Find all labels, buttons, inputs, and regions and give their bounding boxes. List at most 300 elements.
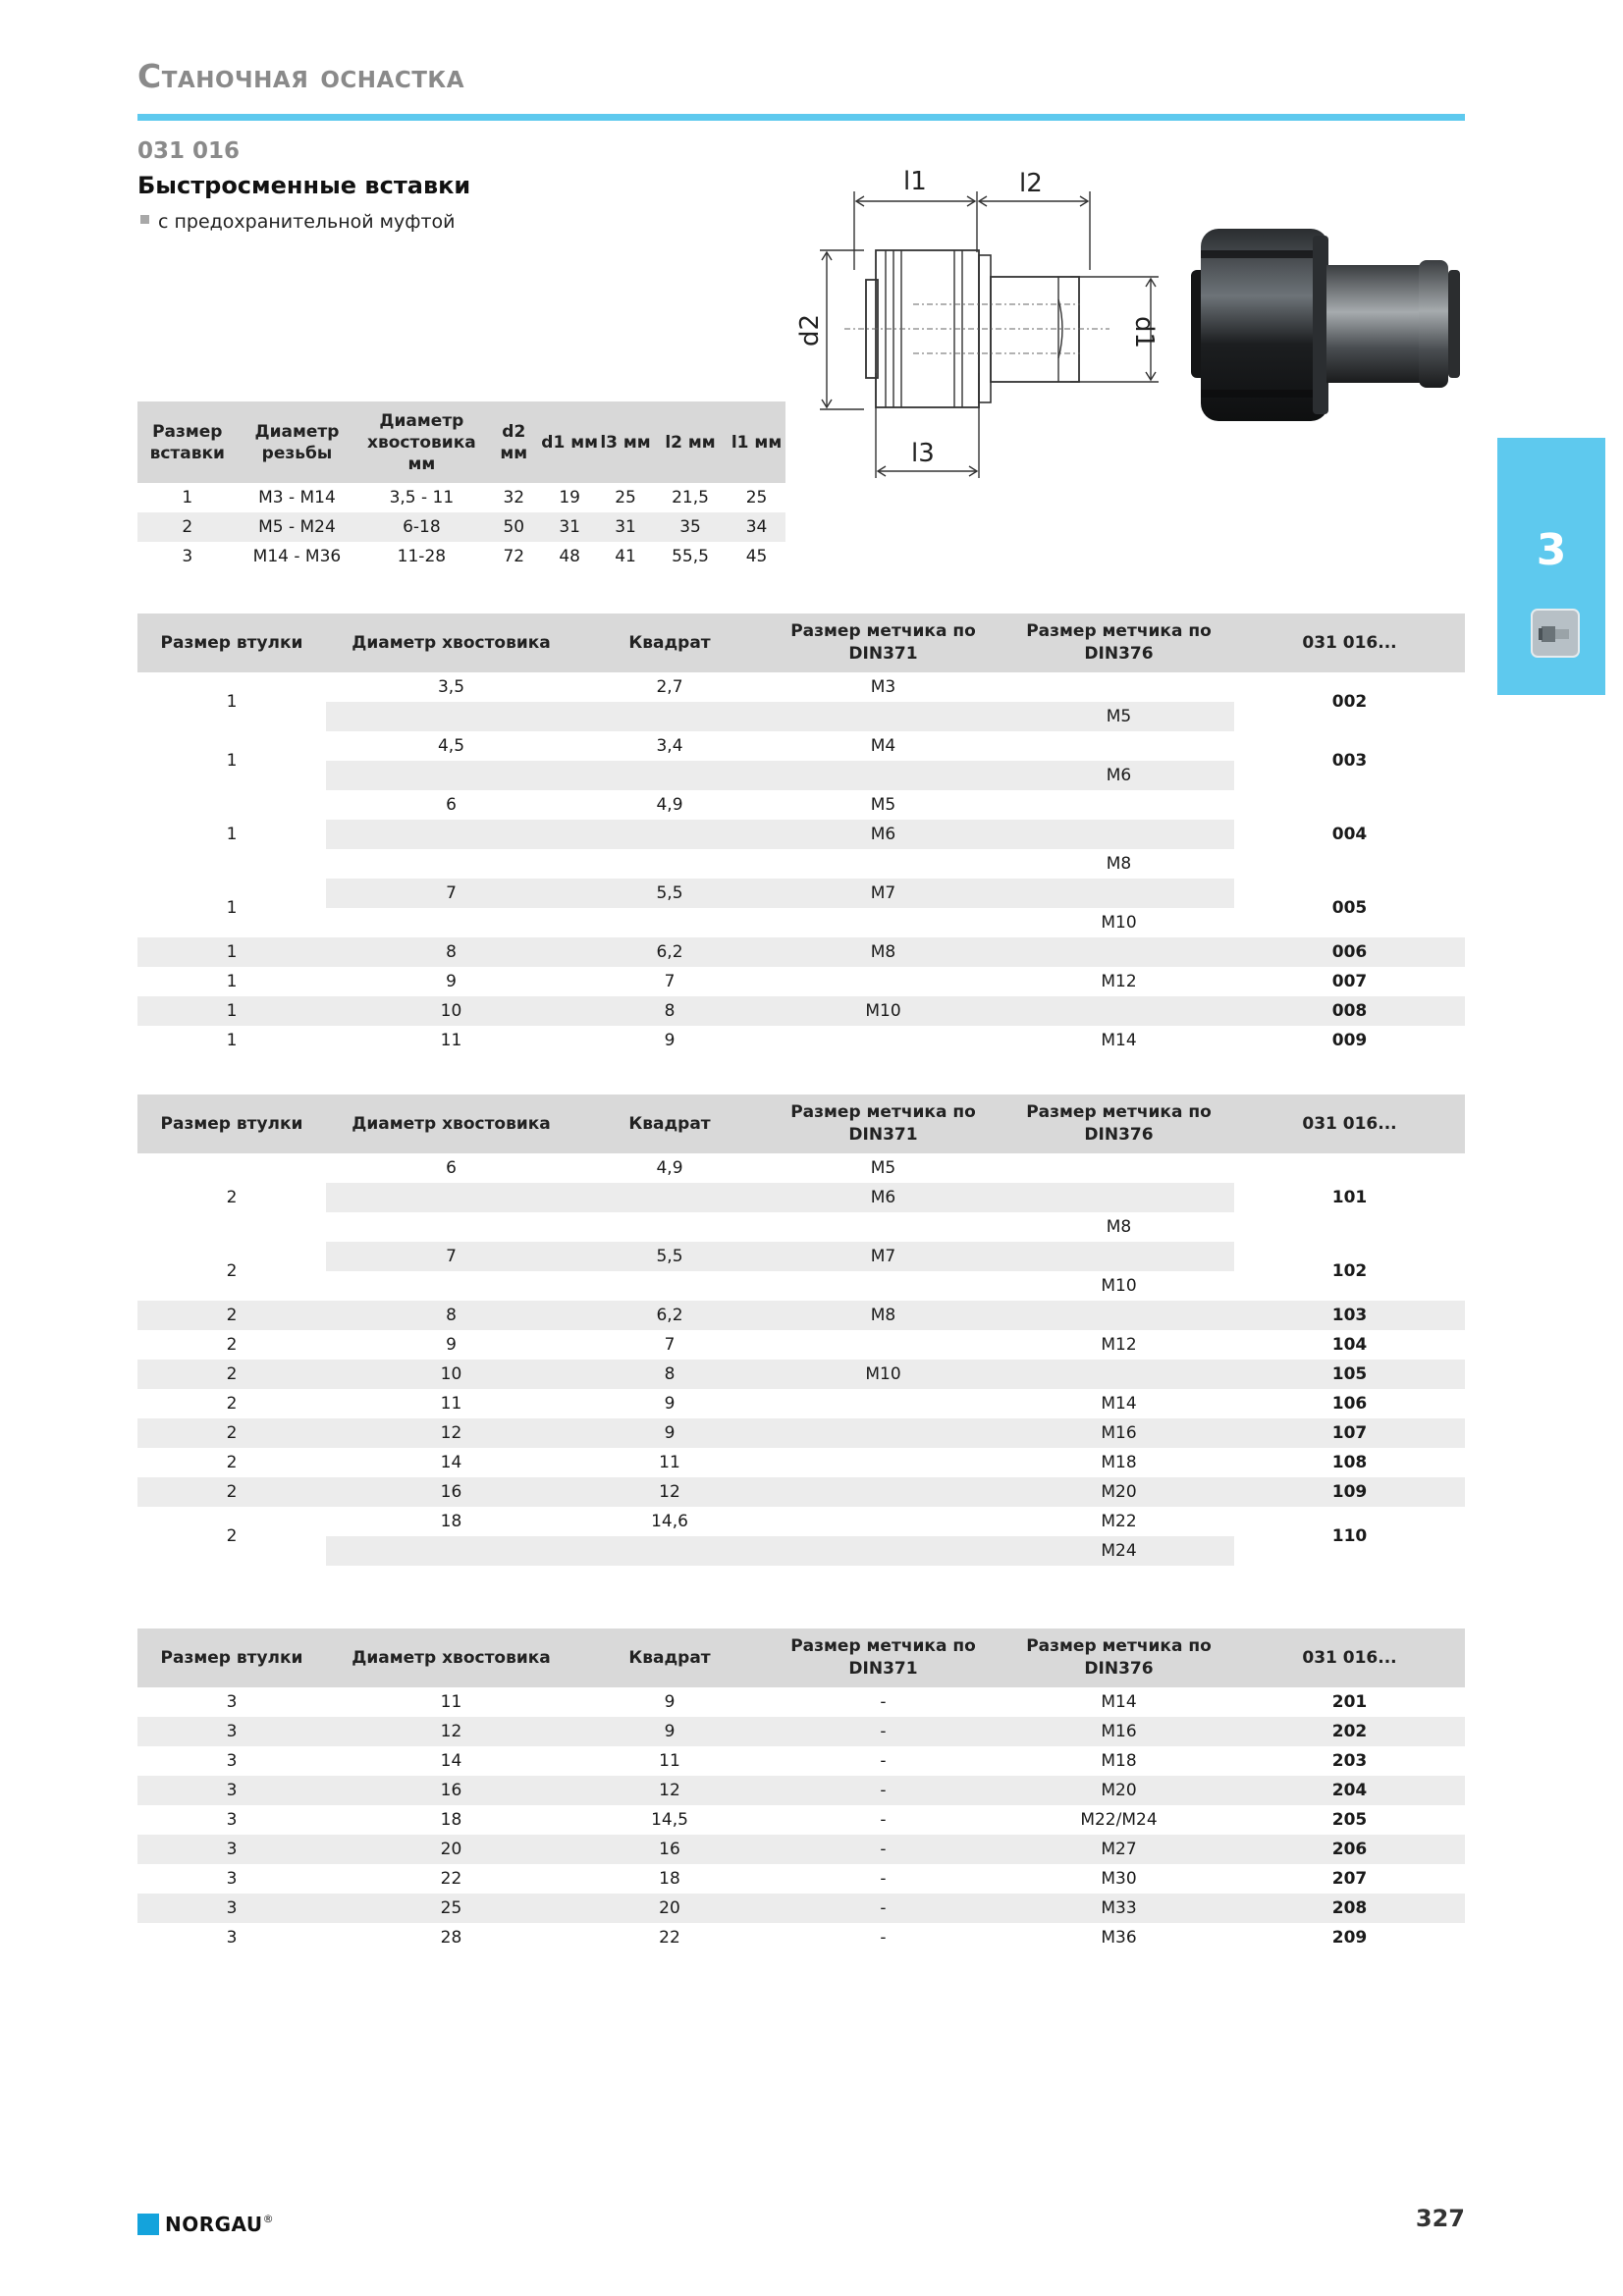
bush-table-cell: 12 [576, 1776, 763, 1805]
article-code: 031 016 [137, 138, 241, 164]
bush-table-cell: 11 [659, 1453, 680, 1472]
bush-size-cell: 1 [226, 972, 238, 991]
bush-table-cell: 22 [440, 1869, 462, 1889]
order-code-cell: 208 [1234, 1894, 1465, 1923]
size-table-row [137, 483, 785, 512]
bush-table-row [137, 1746, 1465, 1776]
order-code-cell: 002 [1331, 692, 1368, 712]
feature-item [140, 211, 456, 233]
bush-table-cell [576, 761, 763, 790]
bush-table-cell [1003, 1183, 1234, 1212]
page-number: 327 [1415, 2205, 1465, 2232]
size-table-cell: 6-18 [356, 512, 486, 542]
bush-table-cell: 8 [576, 996, 763, 1026]
bush-table-cell: M8 [1106, 1217, 1132, 1237]
bush-table-cell: M14 [1101, 1394, 1137, 1414]
bush-table-cell: M36 [1101, 1928, 1137, 1948]
bush-table-row [137, 1418, 1465, 1448]
bush-table-cell [326, 702, 576, 731]
bush-table-cell [576, 849, 763, 879]
bush-size-cell: 1 [226, 1031, 238, 1050]
bush-table-row [137, 1026, 1465, 1055]
bush-table-row [137, 1805, 1465, 1835]
bush-size-cell: 3 [137, 1776, 326, 1805]
bush-table-cell: - [763, 1894, 1003, 1923]
bush-table-cell: M18 [1101, 1751, 1137, 1771]
bush-table-cell: 16 [326, 1776, 576, 1805]
size-table-cell: 45 [745, 547, 768, 566]
bush-table-row [137, 1717, 1465, 1746]
bush-table-cell: 7 [664, 972, 676, 991]
bush-table-cell [326, 849, 576, 879]
size-table-row [137, 542, 785, 571]
bush-table-cell: 9 [664, 1692, 676, 1712]
bush-table-header-cell: Размер метчика по DIN376 [1003, 614, 1234, 672]
order-code-cell: 209 [1331, 1928, 1368, 1948]
bush-table-cell: M6 [763, 820, 1003, 849]
bush-table-cell: 6 [446, 795, 457, 815]
chapter-number: 3 [1536, 525, 1567, 575]
bush-table-cell: 25 [326, 1894, 576, 1923]
bush-table-cell [1003, 672, 1234, 702]
bush-table-cell: M7 [763, 879, 1003, 908]
bush-table-cell: 12 [326, 1418, 576, 1448]
size-table [137, 401, 785, 571]
bush-table-cell [1003, 937, 1234, 967]
bush-table-cell [576, 1183, 763, 1212]
size-table-header-cell: Размер вставки [137, 401, 238, 483]
bush-size-cell: 1 [226, 898, 238, 918]
bush-table-cell [763, 702, 1003, 731]
order-code-cell: 008 [1234, 996, 1465, 1026]
bush-table-cell: 14 [440, 1751, 462, 1771]
bush-table-cell [326, 908, 576, 937]
bush-table-cell [326, 1536, 576, 1566]
bush-table-cell: M5 [870, 1158, 896, 1178]
bush-size-cell: 1 [137, 996, 326, 1026]
bush-table-row [137, 1864, 1465, 1894]
bush-table-cell [763, 1418, 1003, 1448]
bush-table-header-cell: Размер метчика по DIN376 [1003, 1629, 1234, 1687]
bush-table-cell: M12 [1101, 972, 1137, 991]
size-table-header-cell: l1 мм [728, 401, 785, 483]
bush-size-cell: 3 [137, 1835, 326, 1864]
bush-table-cell: M20 [1003, 1776, 1234, 1805]
bush-table-row [137, 1301, 1465, 1330]
bush-table-cell: 9 [664, 1031, 676, 1050]
bush-table-cell: - [880, 1751, 887, 1771]
bush-size-cell: 3 [226, 1692, 238, 1712]
bush-table-cell: 9 [576, 1717, 763, 1746]
order-code-cell: 109 [1234, 1477, 1465, 1507]
bush-table-header-cell: Диаметр хвостовика [326, 1095, 576, 1153]
bush-size-cell: 3 [226, 1810, 238, 1830]
bush-table-cell [326, 820, 576, 849]
dim-l1-label: l1 [903, 167, 927, 196]
bush-table-header-cell: Квадрат [576, 1095, 763, 1153]
order-code-cell: 005 [1331, 898, 1368, 918]
bush-table-cell [763, 1536, 1003, 1566]
bush-table-cell: M8 [1106, 854, 1132, 874]
bush-size-cell: 1 [137, 937, 326, 967]
title-rule [137, 114, 1465, 121]
order-code-cell: 207 [1331, 1869, 1368, 1889]
bush-table-row [137, 1923, 1465, 1952]
bush-size-cell: 3 [226, 1928, 238, 1948]
bush-table-header-cell: Размер метчика по DIN371 [763, 1629, 1003, 1687]
size-table-cell: 3,5 - 11 [389, 488, 455, 507]
bush-table-cell [763, 1271, 1003, 1301]
bush-table-row [137, 1448, 1465, 1477]
size-table-cell: 48 [559, 547, 580, 566]
size-table-header-cell: Диаметр резьбы [238, 401, 357, 483]
size-table-cell: 34 [728, 512, 785, 542]
bush-table-cell: 7 [326, 879, 576, 908]
bush-table-cell: 11 [440, 1031, 462, 1050]
bush-table-cell: M8 [763, 937, 1003, 967]
bush-table-cell: 4,9 [656, 1158, 683, 1178]
bush-table-cell: 8 [326, 937, 576, 967]
bush-table-cell: 9 [664, 1394, 676, 1414]
bush-table-cell: 20 [576, 1894, 763, 1923]
bush-table-cell [576, 702, 763, 731]
bush-table-cell: 16 [576, 1835, 763, 1864]
bush-table-cell: M22/M24 [1080, 1810, 1158, 1830]
bush-table-cell: 6 [446, 1158, 457, 1178]
bush-table-cell: 10 [326, 996, 576, 1026]
bush-size-cell: 2 [226, 1526, 238, 1546]
bush-table-cell: - [763, 1776, 1003, 1805]
logo-square-icon [137, 2214, 159, 2235]
bush-table-cell: 8 [326, 1301, 576, 1330]
size-table-cell: 41 [615, 547, 636, 566]
bush-table-header-cell: Диаметр хвостовика [326, 1629, 576, 1687]
bush-table-header-cell: 031 016... [1234, 1629, 1465, 1687]
bush-table-cell: - [880, 1810, 887, 1830]
bush-table-cell: 4,5 [437, 736, 465, 756]
bush-table-cell: 5,5 [576, 879, 763, 908]
bush-table-cell: 10 [326, 1360, 576, 1389]
size-table-cell: 3 [182, 547, 193, 566]
bush-size-cell: 1 [226, 751, 238, 771]
order-code-cell: 107 [1234, 1418, 1465, 1448]
bush-table-row [137, 1835, 1465, 1864]
bush-table-cell: 22 [659, 1928, 680, 1948]
order-code-cell: 103 [1234, 1301, 1465, 1330]
bush-table-cell: M10 [1101, 1276, 1137, 1296]
bush-table-cell: 14 [440, 1453, 462, 1472]
bush-table-cell: 7 [326, 1242, 576, 1271]
bush-table-cell: 18 [440, 1512, 462, 1531]
bush-table-header-cell: Размер втулки [137, 1629, 326, 1687]
bush-table-cell [1003, 820, 1234, 849]
bush-table-cell: 6,2 [576, 937, 763, 967]
bush-size-cell: 2 [137, 1477, 326, 1507]
bush-table-cell [326, 1183, 576, 1212]
order-code-cell: 201 [1331, 1692, 1368, 1712]
size-table-cell: M3 - M14 [258, 488, 336, 507]
bush-size-cell: 1 [226, 825, 238, 844]
bush-table-cell: 3,5 [437, 677, 465, 697]
bush-table-cell: 5,5 [576, 1242, 763, 1271]
size-table-row [137, 512, 785, 542]
size-table-cell: 25 [615, 488, 636, 507]
bush-table-row [137, 731, 1465, 761]
bush-table-cell: 20 [326, 1835, 576, 1864]
bush-table-cell: 28 [440, 1928, 462, 1948]
bush-table-cell: - [880, 1869, 887, 1889]
bush-table-cell [576, 908, 763, 937]
bush-table-cell [576, 820, 763, 849]
bush-table-cell: M14 [1101, 1031, 1137, 1050]
order-code-cell: 004 [1331, 825, 1368, 844]
bush-size-cell: 2 [226, 1261, 238, 1281]
size-table-cell: 11-28 [397, 547, 447, 566]
bush-table-cell [1003, 879, 1234, 908]
size-table-header-cell: l2 мм [653, 401, 728, 483]
bush-size-cell: 2 [226, 1335, 238, 1355]
bush-table-cell: M8 [763, 1301, 1003, 1330]
bush-table-cell: M16 [1003, 1717, 1234, 1746]
bush-table-cell [326, 1212, 576, 1242]
size-table-cell: 25 [745, 488, 768, 507]
bush-table-cell [576, 1212, 763, 1242]
bush-table-cell [763, 761, 1003, 790]
bush-table-cell: M24 [1003, 1536, 1234, 1566]
bush-table-row [137, 1507, 1465, 1536]
bush-table-cell: 11 [440, 1692, 462, 1712]
bush-table-cell: M4 [870, 736, 896, 756]
size-table-header-cell: d2 мм [486, 401, 541, 483]
size-table-cell: 31 [541, 512, 598, 542]
bush-table-row [137, 1153, 1465, 1183]
size-table-cell: 55,5 [672, 547, 709, 566]
size-table-cell: 19 [559, 488, 580, 507]
size-table-cell: 32 [503, 488, 525, 507]
bush-table-row [137, 1330, 1465, 1360]
order-code-cell: 102 [1331, 1261, 1368, 1281]
bush-table-cell: 16 [326, 1477, 576, 1507]
bush-table-row [137, 1894, 1465, 1923]
bush-size-cell: 2 [226, 1394, 238, 1414]
bush-table-cell: 9 [576, 1418, 763, 1448]
bush-table-cell: M12 [1101, 1335, 1137, 1355]
size-table-header-cell: d1 мм [541, 401, 598, 483]
order-code-cell: 006 [1234, 937, 1465, 967]
bush-table-header-cell: Диаметр хвостовика [326, 614, 576, 672]
logo-text: NORGAU [165, 2213, 263, 2236]
order-code-cell: 105 [1234, 1360, 1465, 1389]
order-code-cell: 101 [1331, 1188, 1368, 1207]
bush-table-cell: - [763, 1717, 1003, 1746]
size-table-cell: 72 [503, 547, 525, 566]
bush-table-cell [763, 1330, 1003, 1360]
bush-table-cell [763, 967, 1003, 996]
bush-table-size-1 [137, 614, 1465, 1055]
order-code-cell: 205 [1331, 1810, 1368, 1830]
order-code-cell: 204 [1234, 1776, 1465, 1805]
bush-table-header-cell: Квадрат [576, 614, 763, 672]
bush-size-cell: 2 [137, 1301, 326, 1330]
product-name: Быстросменные вставки [137, 172, 471, 199]
bush-table-size-3 [137, 1629, 1465, 1952]
bush-table-row [137, 879, 1465, 908]
bush-table-row [137, 672, 1465, 702]
bush-table-cell [763, 1477, 1003, 1507]
bush-table-cell [1003, 1301, 1234, 1330]
page-title: Станочная оснастка [137, 57, 464, 95]
bush-table-cell: M10 [763, 996, 1003, 1026]
bush-table-cell [1003, 731, 1234, 761]
bush-table-cell: M27 [1003, 1835, 1234, 1864]
bush-table-cell: M5 [870, 795, 896, 815]
order-code-cell: 202 [1234, 1717, 1465, 1746]
bush-table-cell: 2,7 [656, 677, 683, 697]
bush-table-header-cell: 031 016... [1234, 614, 1465, 672]
dim-l3-label: l3 [911, 439, 935, 468]
size-table-cell: M14 - M36 [252, 547, 342, 566]
bush-table-cell: M16 [1003, 1418, 1234, 1448]
bush-table-cell [576, 1536, 763, 1566]
bush-table-cell [1003, 1242, 1234, 1271]
bush-size-cell: 3 [137, 1894, 326, 1923]
bush-table-cell: M18 [1101, 1453, 1137, 1472]
bush-size-cell: 2 [137, 1418, 326, 1448]
bush-table-cell [1003, 1360, 1234, 1389]
bush-table-cell: 6,2 [576, 1301, 763, 1330]
dim-l2-label: l2 [1019, 169, 1043, 198]
feature-text: с предохранительной муфтой [158, 211, 456, 233]
dim-d2-label: d2 [795, 313, 825, 347]
bullet-square-icon [140, 215, 149, 224]
bush-table-cell [326, 761, 576, 790]
bush-table-cell: 9 [446, 1335, 457, 1355]
bush-table-row [137, 1389, 1465, 1418]
bush-table-cell: M10 [1101, 913, 1137, 933]
bush-size-cell: 3 [137, 1717, 326, 1746]
bush-table-cell [763, 849, 1003, 879]
bush-table-cell: 11 [440, 1394, 462, 1414]
bush-table-cell: M30 [1101, 1869, 1137, 1889]
bush-table-cell: M5 [1003, 702, 1234, 731]
bush-table-cell: M33 [1003, 1894, 1234, 1923]
bush-table-cell [1003, 790, 1234, 820]
bush-table-header-cell: Квадрат [576, 1629, 763, 1687]
logo-registered-mark: ® [262, 2213, 274, 2225]
bush-table-cell: M22 [1101, 1512, 1137, 1531]
order-code-cell: 108 [1331, 1453, 1368, 1472]
technical-drawing [785, 162, 1163, 486]
dim-d1-label: d1 [1129, 316, 1159, 349]
bush-table-cell: M6 [1003, 761, 1234, 790]
bush-table-size-2 [137, 1095, 1465, 1566]
bush-table-header-cell: Размер втулки [137, 614, 326, 672]
bush-table-cell: 11 [659, 1751, 680, 1771]
bush-table-row [137, 967, 1465, 996]
size-table-cell: M5 - M24 [238, 512, 357, 542]
bush-table-header-cell: Размер метчика по DIN376 [1003, 1095, 1234, 1153]
bush-table-row [137, 996, 1465, 1026]
order-code-cell: 007 [1331, 972, 1368, 991]
bush-table-cell [763, 908, 1003, 937]
bush-table-cell: M10 [763, 1360, 1003, 1389]
bush-table-row [137, 937, 1465, 967]
size-table-cell: 31 [598, 512, 653, 542]
bush-table-cell: 4,9 [656, 795, 683, 815]
bush-table-header-cell: Размер втулки [137, 1095, 326, 1153]
bush-table-cell: - [880, 1928, 887, 1948]
bush-table-cell [576, 1271, 763, 1301]
bush-table-cell [1003, 1153, 1234, 1183]
bush-table-cell: - [880, 1692, 887, 1712]
bush-table-header-cell: Размер метчика по DIN371 [763, 1095, 1003, 1153]
bush-table-cell [763, 1026, 1003, 1055]
size-table-cell: 1 [182, 488, 193, 507]
bush-table-cell: 12 [576, 1477, 763, 1507]
bush-table-cell: 7 [664, 1335, 676, 1355]
size-table-header-cell: l3 мм [598, 401, 653, 483]
product-photo [1183, 211, 1468, 432]
bush-size-cell: 2 [226, 1188, 238, 1207]
bush-size-cell: 2 [226, 1453, 238, 1472]
order-code-cell: 206 [1234, 1835, 1465, 1864]
bush-table-cell [763, 1212, 1003, 1242]
bush-table-cell: M3 [870, 677, 896, 697]
order-code-cell: 009 [1331, 1031, 1368, 1050]
bush-table-row [137, 790, 1465, 820]
bush-table-row [137, 1360, 1465, 1389]
bush-table-cell: M6 [763, 1183, 1003, 1212]
bush-table-cell [326, 1271, 576, 1301]
bush-table-cell [763, 1448, 1003, 1477]
bush-table-cell [763, 1507, 1003, 1536]
bush-table-row [137, 1687, 1465, 1717]
bush-table-row [137, 1477, 1465, 1507]
bush-table-cell: - [763, 1835, 1003, 1864]
order-code-cell: 110 [1331, 1526, 1368, 1546]
size-table-cell: 50 [486, 512, 541, 542]
bush-table-cell: M20 [1003, 1477, 1234, 1507]
bush-table-cell: 8 [576, 1360, 763, 1389]
bush-table-cell: 14,6 [651, 1512, 688, 1531]
size-table-cell: 21,5 [672, 488, 709, 507]
order-code-cell: 203 [1331, 1751, 1368, 1771]
bush-size-cell: 3 [226, 1869, 238, 1889]
size-table-cell: 35 [653, 512, 728, 542]
order-code-cell: 106 [1331, 1394, 1368, 1414]
order-code-cell: 003 [1331, 751, 1368, 771]
bush-table-cell: M14 [1101, 1692, 1137, 1712]
bush-table-header-cell: 031 016... [1234, 1095, 1465, 1153]
bush-size-cell: 3 [226, 1751, 238, 1771]
bush-table-cell: 9 [446, 972, 457, 991]
brand-logo [137, 2213, 274, 2236]
bush-table-cell: 18 [440, 1810, 462, 1830]
bush-table-cell: 14,5 [651, 1810, 688, 1830]
bush-table-row [137, 1242, 1465, 1271]
bush-table-row [137, 1776, 1465, 1805]
size-table-header-cell: Диаметр хвостовика мм [356, 401, 486, 483]
bush-table-cell: 12 [326, 1717, 576, 1746]
bush-table-cell: 3,4 [656, 736, 683, 756]
bush-table-cell: M7 [763, 1242, 1003, 1271]
size-table-cell: 2 [137, 512, 238, 542]
bush-table-cell [763, 1389, 1003, 1418]
order-code-cell: 104 [1331, 1335, 1368, 1355]
bush-size-cell: 1 [226, 692, 238, 712]
bush-size-cell: 2 [137, 1360, 326, 1389]
bush-table-cell [1003, 996, 1234, 1026]
